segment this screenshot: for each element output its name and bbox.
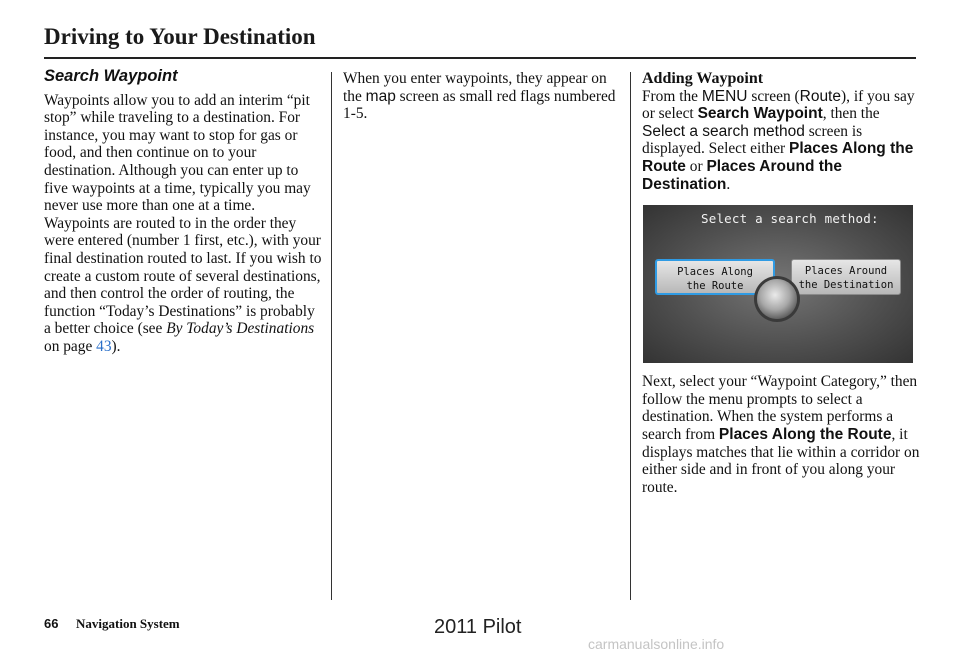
places-along-term: Places Along the Route [642,140,914,175]
text-next-select: Next, select your “Waypoint Category,” then follow the menu prompts to select a destination. When the system performs a search from [642,373,918,443]
places-around-term: Places Around the Destination [642,157,842,193]
waypoint-map-text-1: When you enter waypoints, they appear on the [343,70,607,105]
page-link-43[interactable]: 43 [96,337,112,355]
places-along-route-button[interactable] [655,259,775,295]
btn-left-line-1: Places Along [677,266,753,279]
text-screen: screen ( [747,87,800,105]
adding-waypoint-paragraph-1 [642,88,920,194]
interface-dial-icon[interactable] [757,279,797,319]
map-screen-term: map [365,87,396,105]
column-adding-waypoint [642,70,920,496]
watermark-site: carmanualsonline.info [588,636,725,652]
title-divider [44,57,916,59]
menu-term: MENU [701,87,748,105]
reference-mid: on page [44,337,97,355]
text-from-the: From the [642,87,702,105]
search-waypoint-body: Waypoints allow you to add an interim “pit stop” while traveling to a destination. For instance, you may want to stop for gas or food, and then continue on to your destination. Although you can enter up to five waypoints at a time, typically you may never use more than one at a time. Waypoints are routed to in the order they were entered (number 1 first, etc.), with your final destination routed to last. If you wish to create a custom route of several destinations, and then control the order of routing, the function “Today’s Destinations” is probably a better choice (see [44,91,322,338]
column-divider-2 [630,72,631,600]
text-then-the: , then the [822,105,880,123]
reference-title: By Today’s Destinations [166,320,315,338]
waypoint-map-paragraph [343,70,621,123]
footer-section: Navigation System [76,616,180,631]
select-method-term: Select a search method [642,122,805,140]
section-heading-adding-waypoint: Adding Waypoint [642,70,764,87]
column-waypoint-map [343,70,621,123]
nav-screen-image [643,205,913,363]
text-displays-matches: , it displays matches that lie within a corridor on either side and in front of you along your route. [642,425,920,496]
page-title: Driving to Your Destination [44,24,316,49]
text-period: . [726,175,731,193]
btn-right-line-1: Places Around [804,265,888,278]
search-waypoint-term: Search Waypoint [697,105,823,123]
route-term: Route [799,87,841,105]
btn-left-line-2: the Route [686,280,744,293]
places-around-destination-button[interactable] [791,259,901,295]
adding-waypoint-paragraph-2 [642,373,920,496]
screen-title: Select a search method: [701,211,879,227]
watermark: 2011 Pilot [434,616,522,638]
section-heading-search-waypoint: Search Waypoint [44,67,178,85]
places-along-term-2: Places Along the Route [718,425,892,443]
reference-end: ). [111,337,121,355]
text-or: or [685,157,707,175]
column-search-waypoint [44,68,322,356]
column-divider-1 [331,72,332,600]
page-number: 66 [44,616,59,631]
waypoint-map-text-2: screen as small red flags numbered 1-5. [343,87,616,123]
text-if-you-say: ), if you say or select [642,87,915,123]
text-screen-displayed: screen is displayed. Select either [642,122,863,158]
btn-right-line-2: the Destination [798,279,894,292]
search-waypoint-paragraph [44,92,322,356]
